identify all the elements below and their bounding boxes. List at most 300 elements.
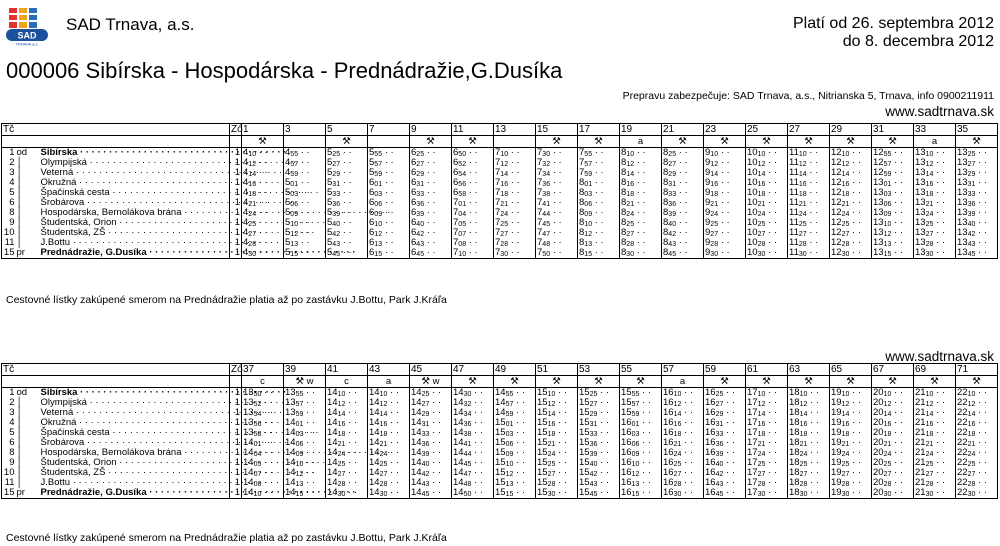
departure-time: $12_{30}$ · · bbox=[830, 248, 872, 259]
departure-time: $17_{24}$ · · bbox=[746, 448, 788, 458]
departure-time: $5_{15}$ · · bbox=[284, 248, 326, 259]
departure-time: $14_{06}$ · · bbox=[284, 438, 326, 448]
departure-time: $9_{14}$ · · bbox=[704, 168, 746, 178]
departure-time: $7_{25}$ · · bbox=[494, 218, 536, 228]
departure-time: $18_{10}$ · · bbox=[788, 388, 830, 399]
departure-time: $13_{52}$ · · bbox=[242, 398, 284, 408]
departure-time: $18_{12}$ · · bbox=[788, 398, 830, 408]
stop-name: Olympijská · · · bbox=[40, 158, 230, 168]
departure-time: $18_{24}$ · · bbox=[788, 448, 830, 458]
trip-number: 41 bbox=[326, 364, 368, 376]
departure-time: $11_{16}$ · · bbox=[788, 178, 830, 188]
stop-zone: 1 bbox=[230, 438, 242, 448]
departure-time: $5_{13}$ · · bbox=[284, 238, 326, 248]
stop-tc: 1 bbox=[9, 147, 15, 158]
departure-time: $6_{42}$ · · bbox=[410, 228, 452, 238]
stop-tc: 6 bbox=[9, 197, 15, 208]
departure-time: $5_{06}$ · · bbox=[284, 198, 326, 208]
departure-time: $14_{27}$ · · bbox=[326, 468, 368, 478]
departure-time: $9_{16}$ · · bbox=[704, 178, 746, 188]
departure-time: $10_{30}$ · · bbox=[746, 248, 788, 259]
trip-symbol: ⚒ bbox=[578, 376, 620, 388]
stop-name: Študentská, Orion · · · bbox=[40, 458, 230, 468]
departure-time: $13_{06}$ · · bbox=[872, 198, 914, 208]
departure-time: $8_{25}$ · · bbox=[620, 218, 662, 228]
departure-time: $13_{25}$ · · bbox=[914, 218, 956, 228]
departure-time: $5_{45}$ · · bbox=[326, 248, 368, 259]
departure-time: $11_{18}$ · · bbox=[788, 188, 830, 198]
trip-number: 31 bbox=[872, 124, 914, 136]
departure-time: $8_{39}$ · · bbox=[662, 208, 704, 218]
departure-time: $10_{24}$ · · bbox=[746, 208, 788, 218]
departure-time: $19_{21}$ · · bbox=[830, 438, 872, 448]
trip-number: 61 bbox=[746, 364, 788, 376]
departure-time: $21_{27}$ · · bbox=[914, 468, 956, 478]
trip-symbol: ⚒ bbox=[704, 136, 746, 148]
departure-time: $5_{42}$ · · bbox=[326, 228, 368, 238]
departure-time: $16_{18}$ · · bbox=[662, 428, 704, 438]
departure-time: $14_{32}$ · · bbox=[452, 398, 494, 408]
departure-time: $21_{10}$ · · bbox=[914, 388, 956, 399]
departure-time: $7_{14}$ · · bbox=[494, 168, 536, 178]
departure-time: $13_{45}$ · · bbox=[956, 248, 998, 259]
departure-time: $15_{42}$ · · bbox=[578, 468, 620, 478]
departure-time: $14_{08}$ · · bbox=[242, 478, 284, 488]
trip-number: 5 bbox=[326, 124, 368, 136]
departure-time: $11_{10}$ · · bbox=[788, 148, 830, 159]
departure-time: $7_{24}$ · · bbox=[494, 208, 536, 218]
departure-time: $16_{43}$ · · bbox=[704, 478, 746, 488]
departure-time: $8_{06}$ · · bbox=[578, 198, 620, 208]
departure-time: $21_{14}$ · · bbox=[914, 408, 956, 418]
departure-time: $14_{30}$ · · bbox=[452, 388, 494, 399]
departure-time: $14_{10}$ · · bbox=[368, 388, 410, 399]
departure-time: $14_{24}$ · · bbox=[368, 448, 410, 458]
departure-time: $13_{55}$ · · bbox=[284, 388, 326, 399]
departure-time: $15_{06}$ · · bbox=[494, 438, 536, 448]
trip-symbol: ⚒ bbox=[872, 136, 914, 148]
trip-symbol: ⚒ w bbox=[410, 376, 452, 388]
departure-time: $16_{42}$ · · bbox=[704, 468, 746, 478]
trip-symbol: a bbox=[914, 136, 956, 148]
stop-name: Veterná · · · bbox=[40, 168, 230, 178]
trip-number: 23 bbox=[704, 124, 746, 136]
trip-number: 3 bbox=[284, 124, 326, 136]
departure-time: $7_{01}$ · · bbox=[452, 198, 494, 208]
ticket-note-1: Cestovné lístky zakúpené smerom na Prednádražie platia až po zastávku J.Bottu, Park J.Kráľa bbox=[6, 294, 447, 306]
departure-time: $13_{33}$ · · bbox=[956, 188, 998, 198]
departure-time: $7_{45}$ · · bbox=[536, 218, 578, 228]
departure-time: $14_{43}$ · · bbox=[410, 478, 452, 488]
trip-symbol: ⚒ bbox=[578, 136, 620, 148]
trip-symbol: ⚒ bbox=[872, 376, 914, 388]
trip-number: 7 bbox=[368, 124, 410, 136]
departure-time: $8_{25}$ · · bbox=[662, 148, 704, 159]
stop-zone: 1 bbox=[230, 198, 242, 208]
departure-time: $21_{21}$ · · bbox=[914, 438, 956, 448]
departure-time: $13_{28}$ · · bbox=[914, 238, 956, 248]
departure-time: $8_{45}$ · · bbox=[662, 248, 704, 259]
departure-time: $14_{24}$ · · bbox=[326, 448, 368, 458]
departure-time: $13_{15}$ · · bbox=[872, 248, 914, 259]
departure-time: $4_{30}$ · · bbox=[242, 248, 284, 259]
departure-time: $7_{21}$ · · bbox=[494, 198, 536, 208]
website-link[interactable]: www.sadtrnava.sk bbox=[885, 104, 994, 119]
stop-zone: 1 bbox=[230, 238, 242, 248]
departure-time: $16_{24}$ · · bbox=[662, 448, 704, 458]
departure-time: $19_{24}$ · · bbox=[830, 448, 872, 458]
departure-time: $19_{30}$ · · bbox=[830, 488, 872, 499]
departure-time: $16_{27}$ · · bbox=[704, 398, 746, 408]
departure-time: $14_{14}$ · · bbox=[326, 408, 368, 418]
departure-time: $21_{18}$ · · bbox=[914, 428, 956, 438]
stop-code: │ bbox=[16, 467, 23, 478]
departure-time: $8_{33}$ · · bbox=[662, 188, 704, 198]
departure-time: $16_{45}$ · · bbox=[704, 488, 746, 499]
departure-time: $8_{24}$ · · bbox=[620, 208, 662, 218]
departure-time: $22_{12}$ · · bbox=[956, 398, 998, 408]
departure-time: $8_{43}$ · · bbox=[662, 238, 704, 248]
departure-time: $7_{28}$ · · bbox=[494, 238, 536, 248]
trip-number: 17 bbox=[578, 124, 620, 136]
departure-time: $14_{57}$ · · bbox=[494, 398, 536, 408]
stop-name: Prednádražie, G.Dusíka · · · bbox=[40, 488, 230, 499]
trip-symbol: ⚒ bbox=[662, 136, 704, 148]
departure-time: $15_{03}$ · · bbox=[494, 428, 536, 438]
trip-number: 35 bbox=[956, 124, 998, 136]
trip-symbol: ⚒ bbox=[704, 376, 746, 388]
departure-time: $14_{28}$ · · bbox=[368, 478, 410, 488]
stop-zone: 1 bbox=[230, 468, 242, 478]
departure-time: $19_{14}$ · · bbox=[830, 408, 872, 418]
departure-time: $8_{21}$ · · bbox=[620, 198, 662, 208]
departure-time: $22_{16}$ · · bbox=[956, 418, 998, 428]
stop-zone: 1 bbox=[230, 178, 242, 188]
departure-time: $16_{25}$ · · bbox=[704, 388, 746, 399]
departure-time: $4_{16}$ · · bbox=[242, 178, 284, 188]
trip-number: 11 bbox=[452, 124, 494, 136]
departure-time: $15_{16}$ · · bbox=[536, 418, 578, 428]
departure-time: $7_{38}$ · · bbox=[536, 188, 578, 198]
departure-time: $14_{07}$ · · bbox=[242, 468, 284, 478]
departure-time: $10_{16}$ · · bbox=[746, 178, 788, 188]
departure-time: $16_{13}$ · · bbox=[620, 478, 662, 488]
departure-time: $15_{36}$ · · bbox=[578, 438, 620, 448]
stop-tc: 3 bbox=[9, 167, 15, 178]
departure-time: $14_{33}$ · · bbox=[410, 428, 452, 438]
departure-time: $14_{12}$ · · bbox=[326, 398, 368, 408]
departure-time: $14_{21}$ · · bbox=[326, 438, 368, 448]
stop-code: │ bbox=[16, 167, 23, 178]
stop-code: │ bbox=[16, 447, 23, 458]
trip-symbol bbox=[368, 136, 410, 148]
departure-time: $14_{30}$ · · bbox=[368, 488, 410, 499]
departure-time: $15_{25}$ · · bbox=[536, 458, 578, 468]
stop-zone: 1 bbox=[230, 208, 242, 218]
stop-tc: 9 bbox=[9, 217, 15, 228]
departure-time: $9_{25}$ · · bbox=[704, 218, 746, 228]
departure-time: $6_{45}$ · · bbox=[410, 248, 452, 259]
departure-time: $5_{09}$ · · bbox=[284, 208, 326, 218]
stop-zone: 1 bbox=[230, 478, 242, 488]
departure-time: $16_{33}$ · · bbox=[704, 428, 746, 438]
trip-symbol: ⚒ bbox=[788, 136, 830, 148]
departure-time: $13_{01}$ · · bbox=[872, 178, 914, 188]
departure-time: $5_{03}$ · · bbox=[284, 188, 326, 198]
departure-time: $14_{13}$ · · bbox=[284, 478, 326, 488]
stop-code: │ bbox=[16, 207, 23, 218]
departure-time: $15_{12}$ · · bbox=[494, 468, 536, 478]
departure-time: $7_{05}$ · · bbox=[452, 218, 494, 228]
departure-time: $10_{14}$ · · bbox=[746, 168, 788, 178]
stop-zone: 1 bbox=[230, 188, 242, 198]
departure-time: $22_{27}$ · · bbox=[956, 468, 998, 478]
trip-number: 63 bbox=[788, 364, 830, 376]
departure-time: $5_{39}$ · · bbox=[326, 208, 368, 218]
departure-time: $13_{31}$ · · bbox=[956, 178, 998, 188]
departure-time: $13_{18}$ · · bbox=[914, 188, 956, 198]
departure-time: $8_{36}$ · · bbox=[662, 198, 704, 208]
departure-time: $8_{15}$ · · bbox=[578, 248, 620, 259]
stop-tc: 2 bbox=[9, 397, 15, 408]
departure-time: $4_{18}$ · · bbox=[242, 188, 284, 198]
departure-time: $12_{28}$ · · bbox=[830, 238, 872, 248]
departure-time: $17_{25}$ · · bbox=[746, 458, 788, 468]
departure-time: $18_{14}$ · · bbox=[788, 408, 830, 418]
departure-time: $7_{08}$ · · bbox=[452, 238, 494, 248]
stop-zone: 1 bbox=[230, 148, 242, 159]
departure-time: $4_{27}$ · · bbox=[242, 228, 284, 238]
departure-time: $7_{30}$ · · bbox=[536, 148, 578, 159]
departure-time: $17_{16}$ · · bbox=[746, 418, 788, 428]
departure-time: $7_{27}$ · · bbox=[494, 228, 536, 238]
departure-time: $7_{18}$ · · bbox=[494, 188, 536, 198]
departure-time: $7_{50}$ · · bbox=[536, 248, 578, 259]
departure-time: $6_{52}$ · · bbox=[452, 158, 494, 168]
departure-time: $14_{04}$ · · bbox=[242, 448, 284, 458]
departure-time: $4_{24}$ · · bbox=[242, 208, 284, 218]
departure-time: $15_{21}$ · · bbox=[536, 438, 578, 448]
departure-time: $14_{36}$ · · bbox=[410, 438, 452, 448]
stop-zone: 1 bbox=[230, 248, 242, 259]
trip-symbol: a bbox=[620, 136, 662, 148]
stop-name: Okružná · · · bbox=[40, 418, 230, 428]
departure-time: $12_{27}$ · · bbox=[830, 228, 872, 238]
departure-time: $6_{29}$ · · bbox=[410, 168, 452, 178]
departure-time: $11_{28}$ · · bbox=[788, 238, 830, 248]
departure-time: $13_{12}$ · · bbox=[872, 228, 914, 238]
departure-time: $17_{30}$ · · bbox=[746, 488, 788, 499]
departure-time: $19_{25}$ · · bbox=[830, 458, 872, 468]
stop-zone: 1 bbox=[230, 218, 242, 228]
departure-time: $8_{30}$ · · bbox=[620, 248, 662, 259]
stop-name: Hospodárska, Bernolákova brána · · · bbox=[40, 448, 230, 458]
departure-time: $13_{10}$ · · bbox=[914, 148, 956, 159]
departure-time: $5_{01}$ · · bbox=[284, 178, 326, 188]
departure-time: $12_{10}$ · · bbox=[830, 148, 872, 159]
stop-name: Prednádražie, G.Dusíka · · · bbox=[40, 248, 230, 259]
stop-tc: 15 bbox=[3, 247, 15, 258]
departure-time: $16_{39}$ · · bbox=[704, 448, 746, 458]
departure-time: $16_{01}$ · · bbox=[620, 418, 662, 428]
departure-time: $14_{27}$ · · bbox=[368, 468, 410, 478]
departure-time: $14_{09}$ · · bbox=[284, 448, 326, 458]
departure-time: $12_{16}$ · · bbox=[830, 178, 872, 188]
departure-time: $13_{58}$ · · bbox=[242, 428, 284, 438]
departure-time: $7_{36}$ · · bbox=[536, 178, 578, 188]
trip-symbol: ⚒ bbox=[242, 136, 284, 148]
departure-time: $20_{27}$ · · bbox=[872, 468, 914, 478]
departure-time: $21_{24}$ · · bbox=[914, 448, 956, 458]
departure-time: $6_{31}$ · · bbox=[410, 178, 452, 188]
departure-time: $4_{14}$ · · bbox=[242, 168, 284, 178]
stop-code: │ bbox=[16, 407, 23, 418]
website-link-2[interactable]: www.sadtrnava.sk bbox=[885, 349, 994, 364]
departure-time: $4_{21}$ · · bbox=[242, 198, 284, 208]
departure-time: $13_{43}$ · · bbox=[956, 238, 998, 248]
departure-time: $20_{25}$ · · bbox=[872, 458, 914, 468]
valid-to: do 8. decembra 2012 bbox=[842, 33, 994, 50]
departure-time: $10_{12}$ · · bbox=[746, 158, 788, 168]
departure-time: $13_{50}$ · · bbox=[242, 388, 284, 399]
departure-time: $13_{25}$ · · bbox=[956, 148, 998, 159]
departure-time: $15_{25}$ · · bbox=[578, 388, 620, 399]
stop-name: Študentská, Orion · · · bbox=[40, 218, 230, 228]
trip-symbol: ⚒ bbox=[830, 136, 872, 148]
stop-name: Sibírska · · · bbox=[40, 148, 230, 159]
trip-number: 51 bbox=[536, 364, 578, 376]
departure-time: $8_{29}$ · · bbox=[662, 168, 704, 178]
departure-time: $10_{18}$ · · bbox=[746, 188, 788, 198]
trip-symbol: ⚒ bbox=[746, 376, 788, 388]
departure-time: $14_{10}$ · · bbox=[242, 488, 284, 499]
departure-time: $8_{40}$ · · bbox=[662, 218, 704, 228]
trip-symbol: ⚒ bbox=[830, 376, 872, 388]
departure-time: $8_{16}$ · · bbox=[620, 178, 662, 188]
departure-time: $20_{30}$ · · bbox=[872, 488, 914, 499]
company-name: SAD Trnava, a.s. bbox=[66, 15, 195, 34]
departure-time: $17_{12}$ · · bbox=[746, 398, 788, 408]
stop-code: │ bbox=[16, 417, 23, 428]
departure-time: $7_{47}$ · · bbox=[536, 228, 578, 238]
departure-time: $12_{25}$ · · bbox=[830, 218, 872, 228]
departure-time: $7_{07}$ · · bbox=[452, 228, 494, 238]
departure-time: $22_{24}$ · · bbox=[956, 448, 998, 458]
departure-time: $4_{59}$ · · bbox=[284, 168, 326, 178]
trip-number: 69 bbox=[914, 364, 956, 376]
departure-time: $6_{54}$ · · bbox=[452, 168, 494, 178]
departure-time: $15_{27}$ · · bbox=[578, 398, 620, 408]
departure-time: $13_{40}$ · · bbox=[956, 218, 998, 228]
departure-time: $15_{33}$ · · bbox=[578, 428, 620, 438]
stop-code: │ bbox=[16, 477, 23, 488]
departure-time: $11_{25}$ · · bbox=[788, 218, 830, 228]
departure-time: $6_{50}$ · · bbox=[452, 148, 494, 159]
stop-name: Šrobárova · · · bbox=[40, 198, 230, 208]
stop-tc: 11 bbox=[4, 237, 15, 248]
departure-time: $8_{10}$ · · bbox=[578, 218, 620, 228]
trip-number: 1 bbox=[242, 124, 284, 136]
departure-time: $20_{24}$ · · bbox=[872, 448, 914, 458]
zone-header: Zó bbox=[231, 123, 243, 135]
departure-time: $14_{44}$ · · bbox=[452, 448, 494, 458]
departure-time: $15_{01}$ · · bbox=[494, 418, 536, 428]
valid-from: Platí od 26. septembra 2012 bbox=[792, 15, 994, 32]
stop-code: │ bbox=[16, 157, 23, 168]
stop-row bbox=[2, 248, 998, 259]
departure-time: $8_{42}$ · · bbox=[662, 228, 704, 238]
departure-time: $6_{12}$ · · bbox=[368, 228, 410, 238]
departure-time: $13_{54}$ · · bbox=[242, 408, 284, 418]
departure-time: $14_{12}$ · · bbox=[368, 398, 410, 408]
departure-time: $22_{30}$ · · bbox=[956, 488, 998, 499]
departure-time: $22_{10}$ · · bbox=[956, 388, 998, 399]
departure-time: $16_{03}$ · · bbox=[620, 428, 662, 438]
departure-time: $6_{25}$ · · bbox=[410, 148, 452, 159]
departure-time: $7_{57}$ · · bbox=[578, 158, 620, 168]
departure-time: $16_{12}$ · · bbox=[662, 398, 704, 408]
departure-time: $16_{29}$ · · bbox=[704, 408, 746, 418]
trip-number: 55 bbox=[620, 364, 662, 376]
trip-number: 49 bbox=[494, 364, 536, 376]
departure-time: $17_{18}$ · · bbox=[746, 428, 788, 438]
departure-time: $14_{21}$ · · bbox=[368, 438, 410, 448]
trip-number: 71 bbox=[956, 364, 998, 376]
timetable-1 bbox=[1, 123, 998, 259]
departure-time: $8_{14}$ · · bbox=[620, 168, 662, 178]
departure-time: $6_{56}$ · · bbox=[452, 178, 494, 188]
trip-number: 21 bbox=[662, 124, 704, 136]
departure-time: $15_{10}$ · · bbox=[494, 458, 536, 468]
departure-time: $14_{50}$ · · bbox=[452, 488, 494, 499]
stop-name: Špačinská cesta · · · bbox=[40, 188, 230, 198]
departure-time: $16_{14}$ · · bbox=[662, 408, 704, 418]
departure-time: $22_{14}$ · · bbox=[956, 408, 998, 418]
stop-code: │ bbox=[16, 397, 23, 408]
departure-time: $13_{27}$ · · bbox=[914, 228, 956, 238]
departure-time: $15_{31}$ · · bbox=[578, 418, 620, 428]
departure-time: $7_{44}$ · · bbox=[536, 208, 578, 218]
departure-time: $8_{01}$ · · bbox=[578, 178, 620, 188]
departure-time: $7_{04}$ · · bbox=[452, 208, 494, 218]
departure-time: $5_{27}$ · · bbox=[326, 158, 368, 168]
stop-code: pr bbox=[16, 487, 25, 498]
departure-time: $4_{25}$ · · bbox=[242, 218, 284, 228]
departure-time: $6_{15}$ · · bbox=[368, 248, 410, 259]
departure-time: $19_{28}$ · · bbox=[830, 478, 872, 488]
stop-zone: 1 bbox=[230, 158, 242, 168]
departure-time: $16_{09}$ · · bbox=[620, 448, 662, 458]
departure-time: $22_{25}$ · · bbox=[956, 458, 998, 468]
trip-symbol: ⚒ bbox=[788, 376, 830, 388]
departure-time: $5_{59}$ · · bbox=[368, 168, 410, 178]
departure-time: $15_{28}$ · · bbox=[536, 478, 578, 488]
departure-time: $8_{13}$ · · bbox=[578, 238, 620, 248]
trip-number: 65 bbox=[830, 364, 872, 376]
departure-time: $14_{59}$ · · bbox=[494, 408, 536, 418]
departure-time: $17_{28}$ · · bbox=[746, 478, 788, 488]
departure-time: $8_{03}$ · · bbox=[578, 188, 620, 198]
trip-number: 27 bbox=[788, 124, 830, 136]
stop-code: │ bbox=[16, 227, 23, 238]
departure-time: $7_{55}$ · · bbox=[578, 148, 620, 159]
route-title: 000006 Sibírska - Hospodárska - Prednádražie,G.Dusíka bbox=[6, 58, 563, 83]
stop-tc: 4 bbox=[9, 417, 15, 428]
departure-time: $15_{55}$ · · bbox=[620, 388, 662, 399]
departure-time: $14_{16}$ · · bbox=[368, 418, 410, 428]
trip-symbol: a bbox=[662, 376, 704, 388]
departure-time: $11_{30}$ · · bbox=[788, 248, 830, 259]
